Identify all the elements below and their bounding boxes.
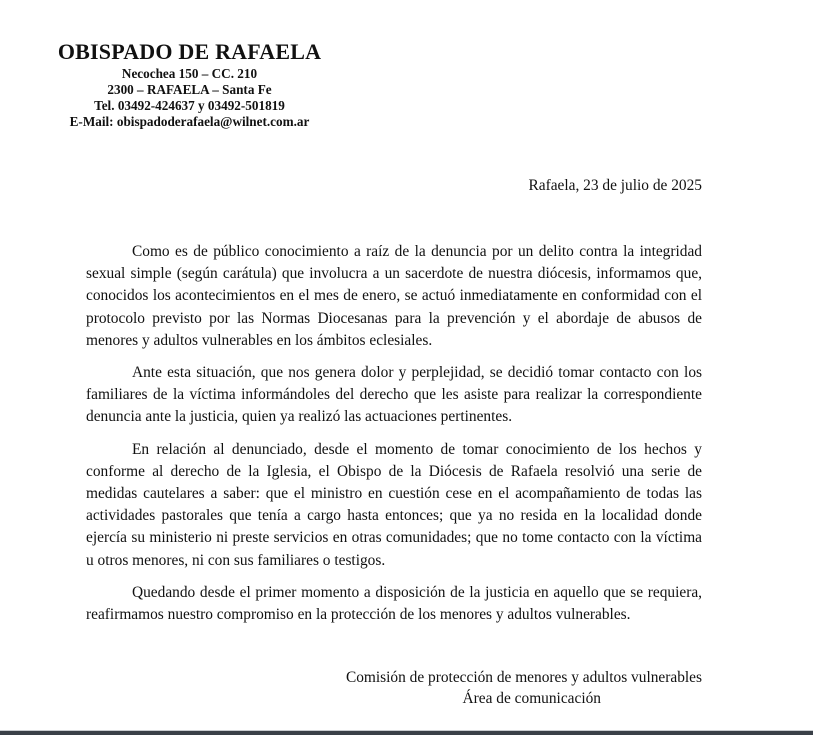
- viewer-bottom-bar: [0, 731, 813, 735]
- document-body: [86, 241, 702, 636]
- body-paragraph: En relación al denunciado, desde el momento de tomar conocimiento de los hechos y conforme al derecho de la Iglesia, el Obispo de la Diócesis de Rafaela resolvió una serie de medidas cautelares a saber: que el ministro en cuestión cese en el acompañamiento de todas las actividades pastorales que tenía a cargo hasta entonces; que ya no resida en la localidad donde ejercía su ministerio ni preste servicios en otras comunidades; que no tome contacto con la víctima u otros menores, ni con sus familiares o testigos.: [86, 440, 702, 569]
- signature-department: Área de comunicación: [462, 690, 601, 707]
- signature-committee: Comisión de protección de menores y adultos vulnerables: [345, 669, 702, 686]
- document-date: Rafaela, 23 de julio de 2025: [528, 177, 702, 194]
- letterhead-city: 2300 – RAFAELA – Santa Fe: [107, 82, 272, 97]
- letterhead-phone: Tel. 03492-424637 y 03492-501819: [94, 98, 285, 113]
- letterhead-title: OBISPADO DE RAFAELA: [57, 39, 322, 64]
- signature-block: [346, 667, 702, 709]
- body-paragraph: Ante esta situación, que nos genera dolor y perplejidad, se decidió tomar contacto con los familiares de la víctima informándoles del derecho que les asiste para realizar la correspondiente denuncia ante la justicia, quien ya realizó las actuaciones pertinentes.: [86, 364, 702, 426]
- body-paragraph: Como es de público conocimiento a raíz de la denuncia por un delito contra la integridad sexual simple (según carátula) que involucra a un sacerdote de nuestra diócesis, informamos que, conocidos los acontecimientos en el mes de enero, se actuó inmediatamente en conformidad con el protocolo previsto por las Normas Diocesanas para la prevención y el abordaje de abusos de menores y adultos vulnerables en los ámbitos eclesiales.: [86, 243, 702, 349]
- body-paragraph: Quedando desde el primer momento a disposición de la justicia en aquello que se requiera, reafirmamos nuestro compromiso en la protección de los menores y adultos vulnerables.: [86, 583, 702, 624]
- letterhead-address: Necochea 150 – CC. 210: [121, 66, 258, 81]
- letterhead: [52, 38, 327, 130]
- letterhead-email: E-Mail: obispadoderafaela@wilnet.com.ar: [69, 114, 310, 129]
